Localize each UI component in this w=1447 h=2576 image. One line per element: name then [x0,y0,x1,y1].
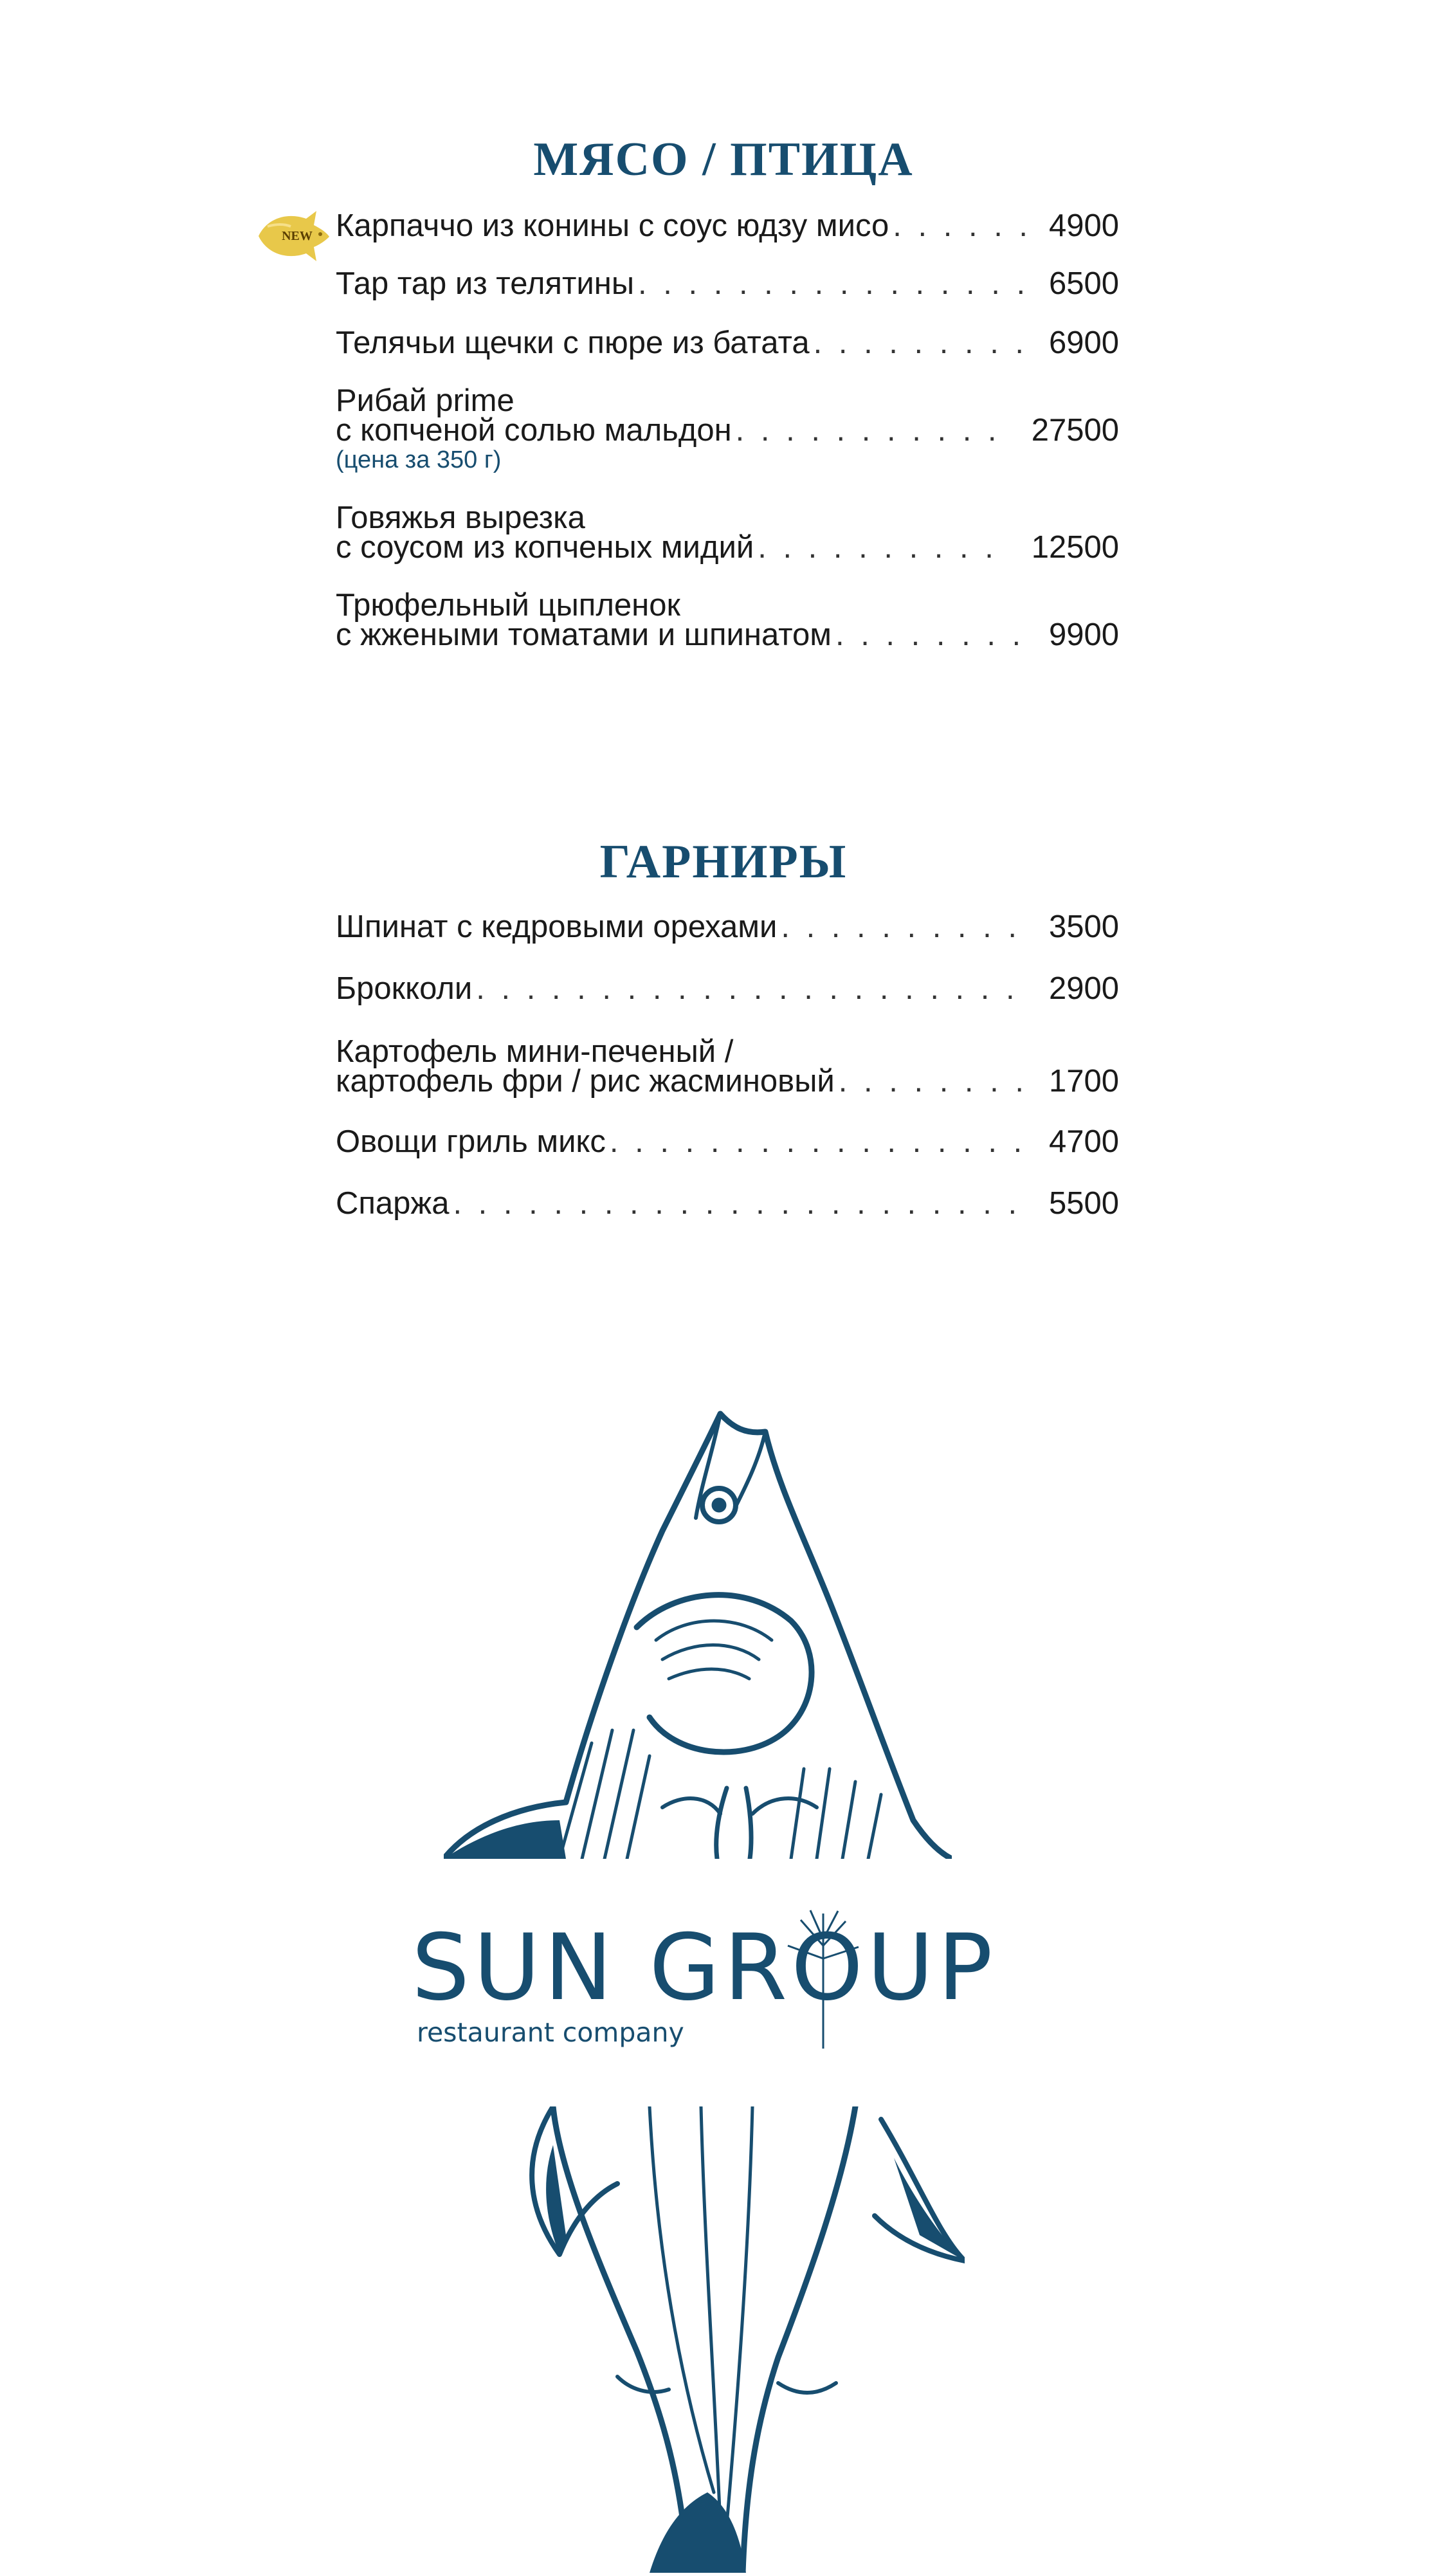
menu-item [336,909,1119,944]
item-name: Спаржа [336,1186,450,1221]
menu-item [336,590,1119,650]
menu-item [336,208,1119,243]
item-price: 5500 [1048,1186,1119,1221]
item-price: 12500 [1031,530,1119,565]
logo [412,1907,997,2061]
dot-leader [758,533,1012,562]
item-name: Брокколи [336,971,473,1006]
item-name-continued: с копченой солью мальдон [336,413,732,448]
item-name: Картофель мини-печеный / [336,1034,734,1069]
dot-leader [835,620,1030,650]
item-price: 4700 [1048,1124,1119,1159]
menu-item [336,1034,1119,1099]
item-price: 6900 [1048,325,1119,360]
dot-leader [476,974,1030,1003]
item-price: 27500 [1031,413,1119,448]
item-price: 3500 [1048,909,1119,944]
item-price: 9900 [1048,617,1119,652]
fish-head-illustration [444,1409,952,1859]
new-badge-icon [255,207,331,265]
fish-tail-illustration [521,2106,965,2573]
menu-item [336,1186,1119,1221]
item-price: 2900 [1048,971,1119,1006]
dot-leader [781,912,1030,942]
menu-item [336,266,1119,301]
item-name-continued: с соусом из копченых мидий [336,530,754,565]
item-name: Карпаччо из конины с соус юдзу мисо [336,208,889,243]
dot-leader [839,1066,1030,1096]
menu-item [336,971,1119,1006]
item-name-continued: картофель фри / рис жасминовый [336,1064,835,1099]
section-title-meat: МЯСО / ПТИЦА [533,133,914,186]
menu-item [336,383,1119,475]
menu-item [336,500,1119,565]
logo-name: SUN GROUP [412,1915,997,2021]
item-price: 4900 [1048,208,1119,243]
item-price: 1700 [1048,1064,1119,1099]
item-name: Говяжья вырезка [336,500,585,535]
item-name: Шпинат с кедровыми орехами [336,909,778,944]
menu-item [336,325,1119,360]
dot-leader [736,416,1012,445]
logo-tagline: restaurant company [417,2017,684,2048]
dot-leader [638,269,1030,298]
item-name: Тар тар из телятины [336,266,635,301]
item-name: Трюфельный цыпленок [336,588,680,623]
item-name: Телячьи щечки с пюре из батата [336,325,810,360]
dot-leader [610,1127,1030,1156]
section-title-sides: ГАРНИРЫ [599,836,848,888]
dot-leader [814,328,1030,358]
dot-leader [453,1189,1030,1218]
dot-leader [893,211,1030,241]
item-price: 6500 [1048,266,1119,301]
item-name-continued: с жжеными томатами и шпинатом [336,617,832,652]
new-badge-label: NEW [282,229,313,243]
item-note: (цена за 350 г) [336,446,502,473]
menu-item [336,1124,1119,1159]
item-name: Овощи гриль микс [336,1124,606,1159]
item-name: Рибай prime [336,383,514,418]
